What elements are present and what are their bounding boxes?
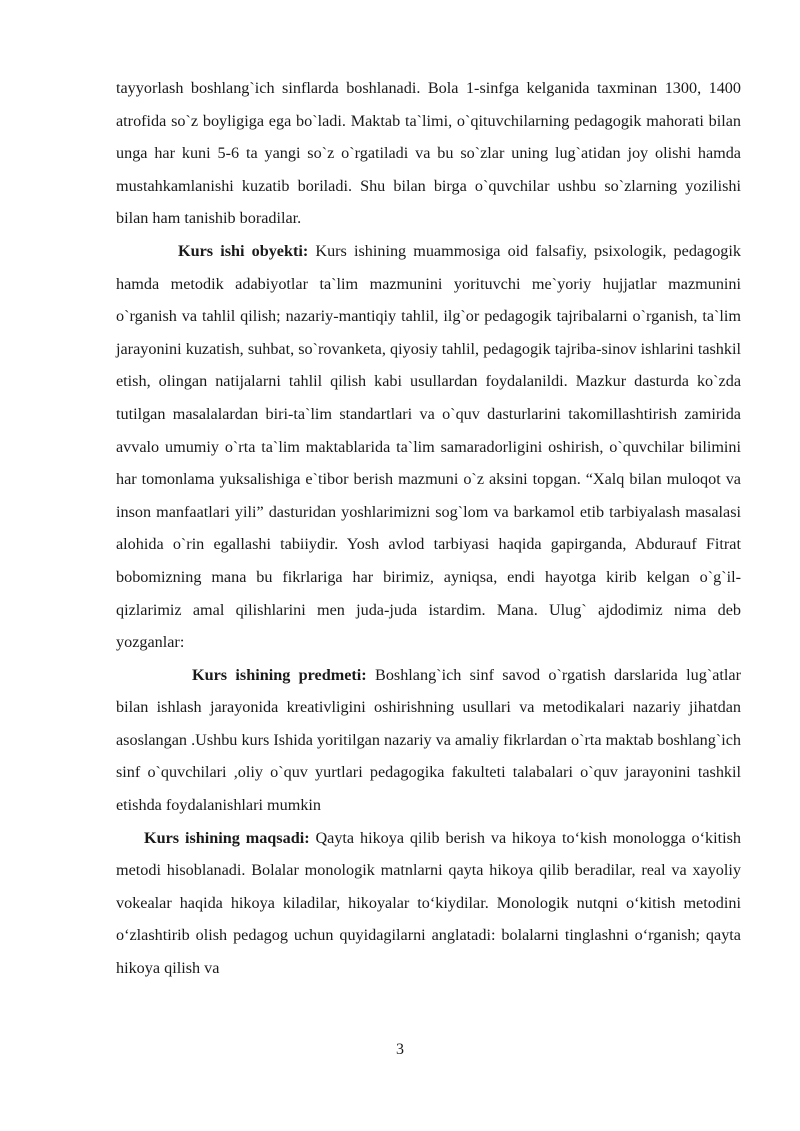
document-page [116,72,741,985]
paragraph-subject-text: Boshlang`ich sinf savod o`rgatish darslarida lug`atlar bilan ishlash jarayonida kreativligini oshirishning usullari va metodikalari nazariy jihatdan asoslangan .Ushbu kurs Ishida yoritilgan nazariy va amaliy fikrlardan o`rta maktab boshlang`ich sinf o`quvchilari ,oliy o`quv yurtlari pedagogika fakulteti talabalari o`quv jarayonini tashkil etishda foydalanishlari mumkin [116,665,741,815]
paragraph-intro-text: tayyorlash boshlang`ich sinflarda boshlanadi. Bola 1-sinfga kelganida taxminan 1300, 1400 atrofida so`z boyligiga ega bo`ladi. Maktab ta`limi, o`qituvchilarning pedagogik mahorati bilan unga har kuni 5-6 ta yangi so`z o`rgatiladi va bu so`zlar uning lug`atidan joy olishi hamda mustahkamlanishi kuzatib boriladi. Shu bilan birga o`quvchilar ushbu so`zlarning yozilishi bilan ham tanishib boradilar. [116,79,741,228]
paragraph-subject-heading: Kurs ishining predmeti: [192,665,367,684]
paragraph-subject [116,659,741,822]
paragraph-goal [116,822,741,985]
paragraph-object-text: Kurs ishining muammosiga oid falsafiy, psixologik, pedagogik hamda metodik adabiyotlar ta`lim mazmunini yorituvchi me`yoriy hujjatlar mazmunini o`rganish va tahlil qilish; nazariy-mantiqiy tahlil, ilg`or pedagogik tajribalarni o`rganish, ta`lim jarayonini kuzatish, suhbat, so`rovanketa, qiyosiy tahlil, pedagogik tajriba-sinov ishlarini tashkil etish, olingan natijalarni tahlil qilish kabi usullardan foydalanildi. Mazkur dasturda ko`zda tutilgan masalalardan biri-ta`lim standartlari va o`quv dasturlarini takomillashtirish zamirida avvalo umumiy o`rta ta`lim maktablarida ta`lim samaradorligini oshirish, o`quvchilar bilimini har tomonlama yuksalishiga e`tibor berish mazmuni o`z aksini topgan. “Xalq bilan muloqot va inson manfaatlari yili” dasturidan yoshlarimizni sog`lom va barkamol etib tarbiyalash masalasi alohida o`rin egallashi tabiiydir. Yosh avlod tarbiyasi haqida gapirganda, Abdurauf Fitrat bobomizning mana bu fikrlariga har birimiz, ayniqsa, endi hayotga kirib kelgan o`g`il-qizlarimiz amal qilishlarini men juda-juda istardim. Mana. Ulug` ajdodimiz nima deb yozganlar: [116,241,741,652]
paragraph-object [116,235,741,659]
paragraph-intro [116,72,741,235]
paragraph-object-heading: Kurs ishi obyekti: [178,241,309,260]
page-number: 3 [396,1041,404,1058]
paragraph-goal-heading: Kurs ishining maqsadi: [144,828,310,847]
paragraph-goal-text: Qayta hikoya qilib berish va hikoya to‘kish monologga o‘kitish metodi hisoblanadi. Bolalar monologik matnlarni qayta hikoya qilib beradilar, real va xayoliy vokealar haqida hikoya kiladilar, hikoyalar to‘kiydilar. Monologik nutqni o‘kitish metodini o‘zlashtirib olish pedagog uchun quyidagilarni anglatadi: bolalarni tinglashni o‘rganish; qayta hikoya qilish va [116,828,741,978]
